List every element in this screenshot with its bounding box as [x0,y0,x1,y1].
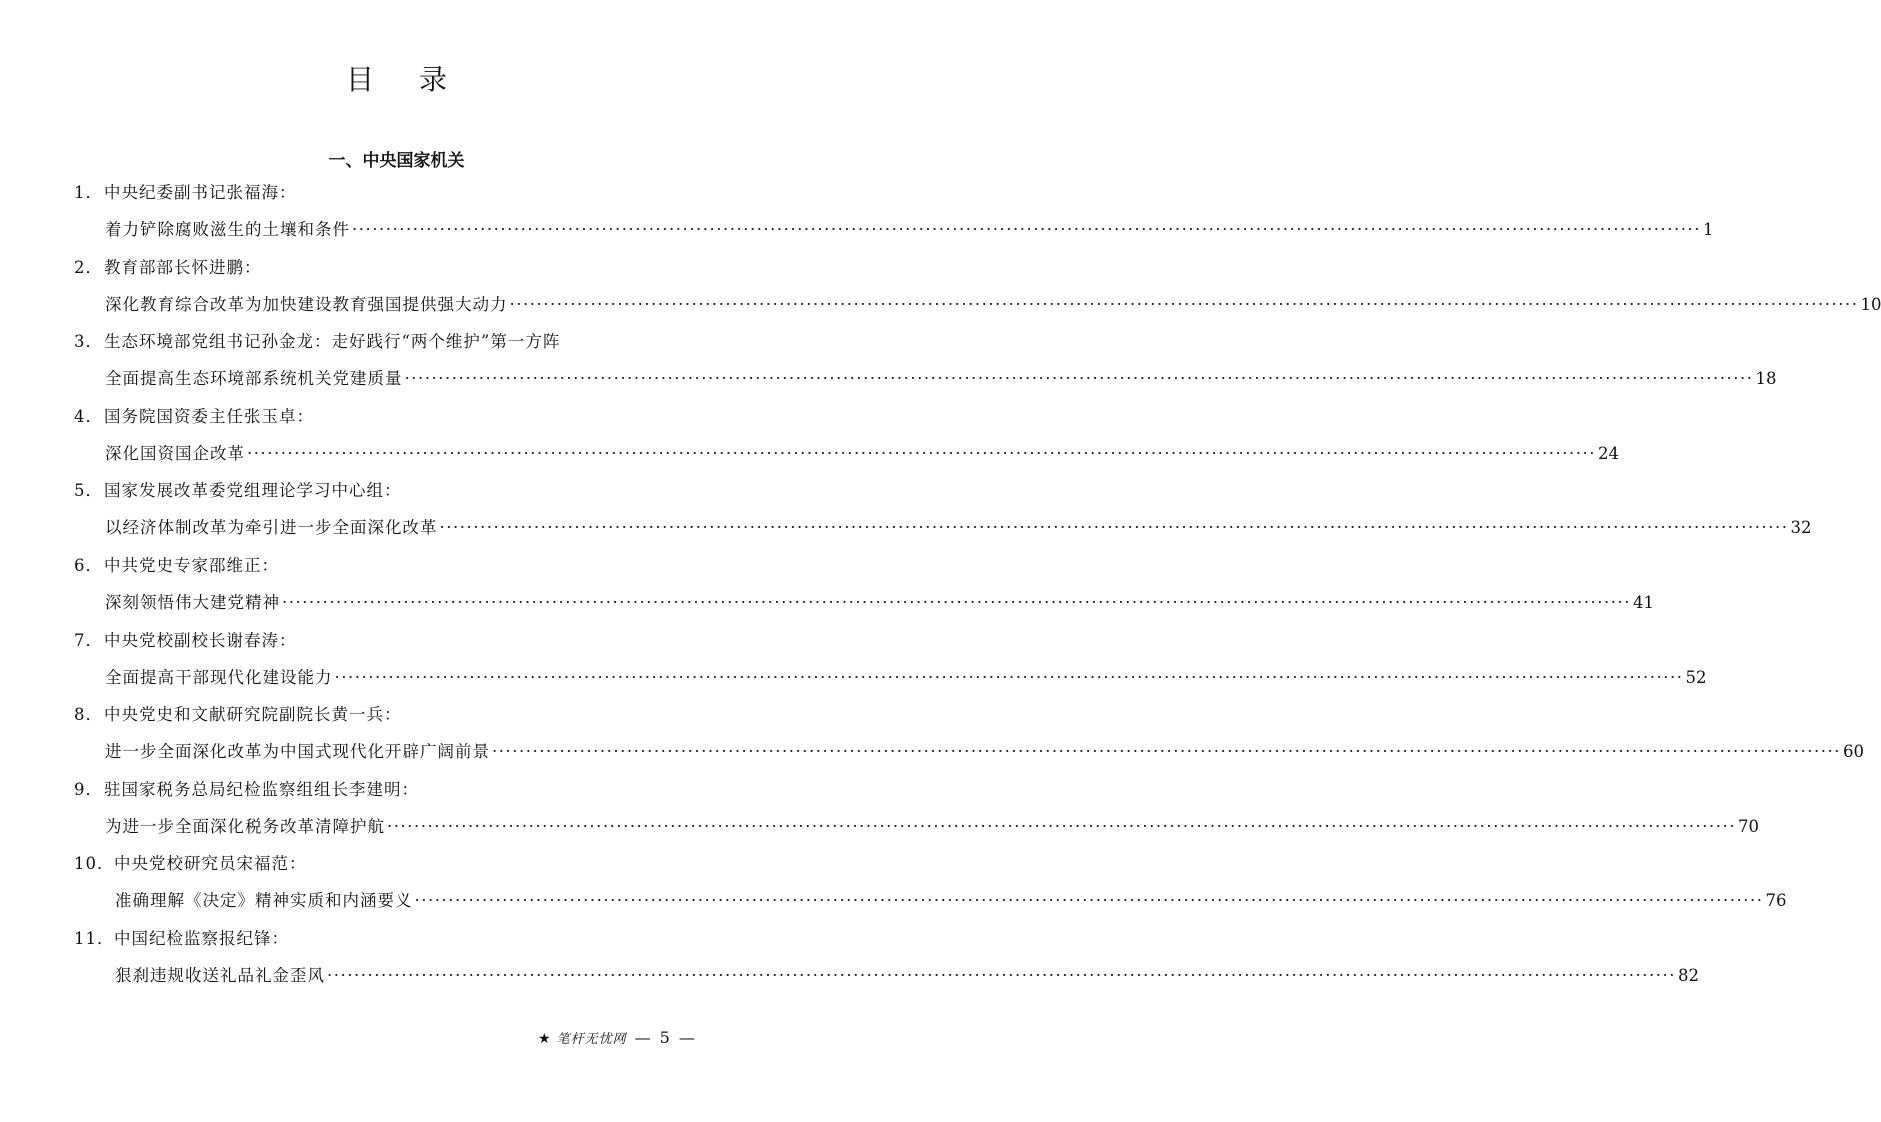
toc-page-number: 76 [1765,891,1787,911]
toc-author-text: 中央党校副校长谢春涛： [104,630,297,650]
toc-article-title: 深化教育综合改革为加快建设教育强国提供强大动力 [105,294,508,314]
toc-article-title: 着力铲除腐败滋生的土壤和条件 [105,220,350,239]
toc-page-number: 24 [1597,443,1619,463]
toc-leader-dots: ········································································································································································································ [439,518,1789,538]
toc-article-title: 以经济体制改革为牵引进一步全面深化改革 [105,518,438,538]
toc-entry-line[interactable] [105,441,1619,467]
toc-entry-author [74,329,724,355]
toc-article-title: 全面提高干部现代化建设能力 [105,667,333,687]
toc-author-text: 驻国家税务总局纪检监察组组长李建明： [104,779,419,799]
toc-page-number: 10 [1860,294,1881,314]
toc-article-title: 全面提高生态环境部系统机关党建质量 [105,369,403,389]
page-footer [538,1028,738,1047]
page-title: 目 录 [346,63,465,96]
toc-entry-line[interactable] [105,590,1654,616]
toc-leader-dots: ········································································································································································································ [509,294,1859,314]
toc-leader-dots: ········································································································································································································ [414,891,1764,911]
toc-entry-line[interactable] [105,366,1777,392]
toc-entry-number: 8． [74,705,103,725]
toc-entry-author [74,851,724,877]
toc-leader-dots: ········································································································································································································ [492,742,1841,762]
toc-article-title: 狠刹违规收送礼品礼金歪风 [115,966,325,985]
toc-entry-line[interactable] [105,292,1881,318]
toc-article-title: 深刻领悟伟大建党精神 [105,593,280,612]
toc-entry-author [74,180,724,206]
toc-author-text: 中央党史和文献研究院副院长黄一兵： [104,705,402,725]
toc-leader-dots: ········································································································································································································ [282,593,1631,612]
toc-entry-line[interactable] [115,888,1787,914]
toc-entry-number: 4． [74,406,103,426]
toc-entry-line[interactable] [105,665,1707,691]
toc-article-title: 进一步全面深化改革为中国式现代化开辟广阔前景 [105,742,490,762]
toc-article-title: 准确理解《决定》精神实质和内涵要义 [115,891,413,911]
toc-entry-number: 1． [74,183,103,202]
toc-author-text: 中国纪检监察报纪锋： [114,929,289,948]
page-number: — 5 — [634,1028,697,1047]
toc-author-text: 国务院国资委主任张玉卓： [104,406,314,426]
toc-entry-number: 5． [74,481,103,501]
toc-article-title: 为进一步全面深化税务改革清障护航 [105,816,385,836]
toc-entry-line[interactable] [105,814,1759,840]
toc-entry-number: 10． [74,854,115,874]
toc-entry-author [74,478,724,504]
toc-entry-line[interactable] [105,739,1864,765]
toc-entry-number: 2． [74,257,103,277]
toc-entry-number: 7． [74,630,103,650]
toc-page-number: 18 [1755,369,1777,389]
toc-entry-number: 3． [74,332,103,352]
toc-page-number: 60 [1842,742,1864,762]
toc-entry-number: 6． [74,556,103,575]
toc-entry-author [74,702,724,728]
toc-entry-number: 9． [74,779,103,799]
toc-author-text: 国家发展改革委党组理论学习中心组： [104,481,402,501]
toc-page-number: 52 [1685,667,1707,687]
toc-leader-dots: ········································································································································································································ [387,816,1736,836]
toc-page-number: 1 [1702,220,1714,239]
section-heading: 一、中央国家机关 [328,151,465,171]
toc-author-text: 生态环境部党组书记孙金龙：走好践行“两个维护”第一方阵 [104,332,561,352]
star-icon: ★ [538,1031,551,1047]
toc-author-text: 中共党史专家邵维正： [104,556,279,575]
toc-entry-line[interactable] [105,217,1714,243]
toc-entry-author [74,777,724,803]
toc-entry-number: 11． [74,929,115,948]
toc-author-text: 中央纪委副书记张福海： [104,183,297,202]
toc-leader-dots: ········································································································································································································ [247,443,1596,463]
toc-leader-dots: ········································································································································································································ [334,667,1684,687]
toc-page-number: 32 [1790,518,1812,538]
toc-page-number: 41 [1632,593,1654,612]
publisher-name: 笔杆无忧网 [556,1032,627,1047]
toc-entry-line[interactable] [115,963,1699,989]
toc-leader-dots: ········································································································································································································ [327,966,1676,985]
toc-leader-dots: ········································································································································································································ [404,369,1754,389]
toc-page-number: 82 [1677,966,1699,985]
toc-entry-author [74,553,724,579]
toc-entry-author [74,926,724,952]
toc-entry-author [74,628,724,654]
toc-entry-line[interactable] [105,515,1812,541]
toc-entry-author [74,255,724,281]
toc-leader-dots: ········································································································································································································ [352,220,1701,239]
toc-entry-author [74,404,724,430]
toc-page-number: 70 [1737,816,1759,836]
toc-author-text: 中央党校研究员宋福范： [114,854,307,874]
toc-author-text: 教育部部长怀进鹏： [104,257,262,277]
toc-article-title: 深化国资国企改革 [105,443,245,463]
